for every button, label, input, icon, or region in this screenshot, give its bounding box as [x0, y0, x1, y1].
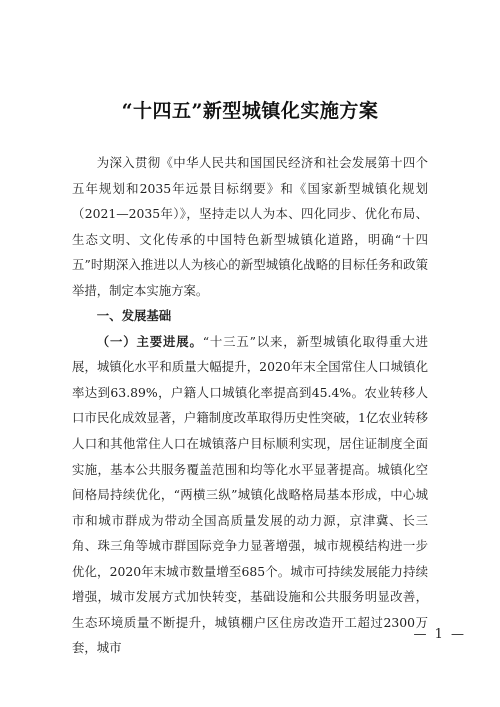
document-body [72, 150, 428, 661]
page-number: — 1 — [413, 627, 466, 642]
intro-paragraph: 为深入贯彻《中华人民共和国国民经济和社会发展第十四个五年规划和2035年远景目标纲要》和《国家新型城镇化规划（2021—2035年）》，坚持走以人为本、四化同步、优化布局、生态文明、文化传承的中国特色新型城镇化道路，明确“十四五”时期深入推进以人为核心的新型城镇化战略的目标任务和政策举措，制定本实施方案。 [72, 155, 428, 298]
section-heading-development-basis: 一、发展基础 [96, 308, 172, 324]
main-progress-paragraph [72, 329, 428, 661]
main-progress-text: “十三五”以来，新型城镇化取得重大进展，城镇化水平和质量大幅提升，2020年末全国常住人口城镇化率达到63.89%，户籍人口城镇化率提高到45.4%。农业转移人口市民化成效显著，户籍制度改革取得历史性突破，1亿农业转移人口和其他常住人口在城镇落户目标顺利实现，居住证制度全面实施，基本公共服务覆盖范围和均等化水平显著提高。城镇化空间格局持续优化，“两横三纵”城镇化战略格局基本形成，中心城市和城市群成为带动全国高质量发展的动力源，京津冀、长三角、珠三角等城市群国际竞争力显著增强，城市规模结构进一步优化，2020年末城市数量增至685个。城市可持续发展能力持续增强，城市发展方式加快转变，基础设施和公共服务明显改善，生态环境质量不断提升，城镇棚户区住房改造开工超过2300万套，城市 [72, 333, 429, 656]
subsection-label-main-progress: （一）主要进展。 [96, 333, 203, 349]
document-title: “十四五”新型城镇化实施方案 [121, 100, 379, 122]
